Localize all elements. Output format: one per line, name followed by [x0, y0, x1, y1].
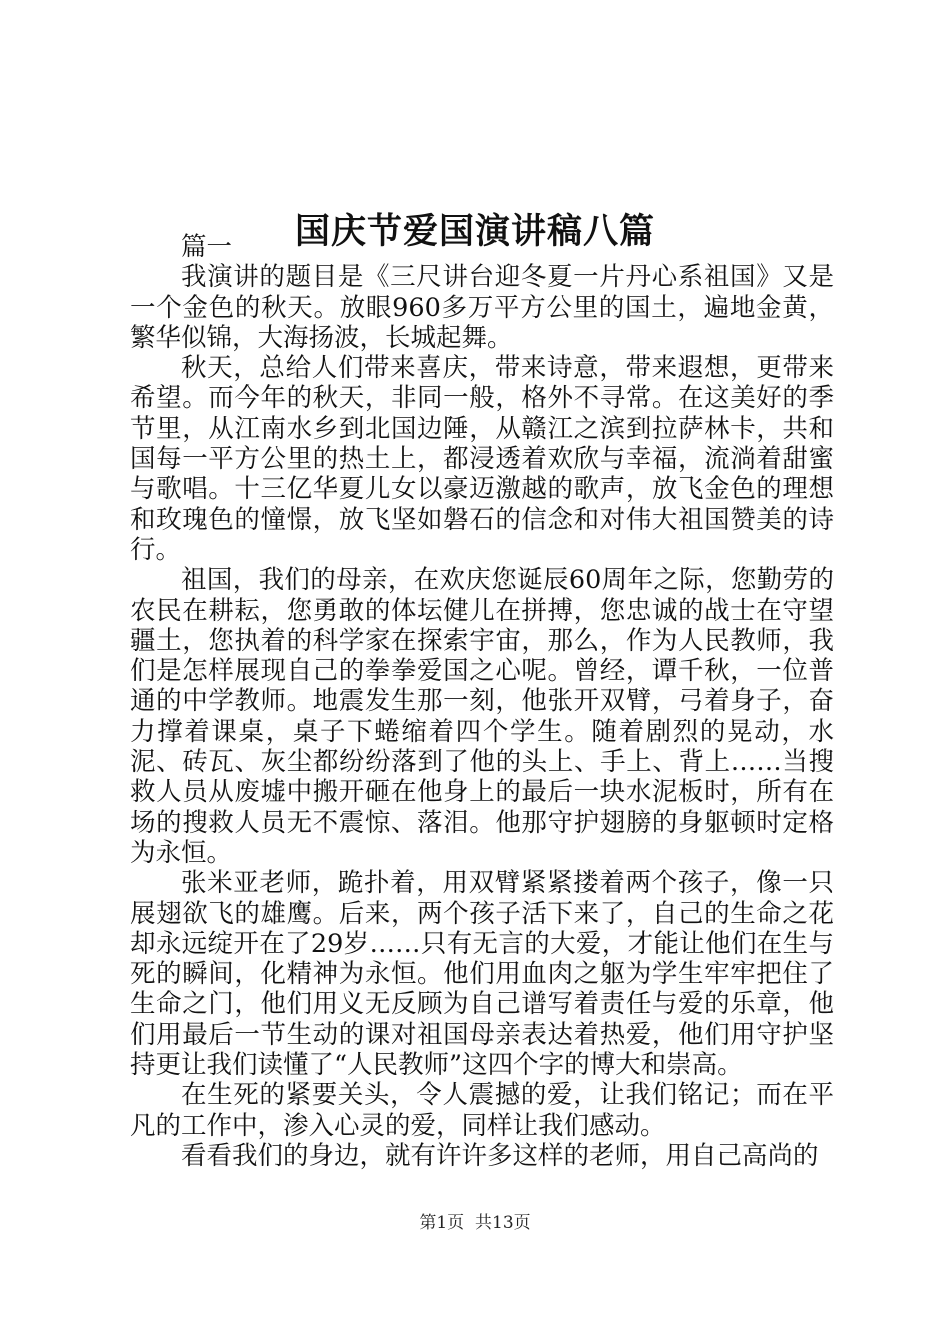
section-heading: 篇一 — [181, 232, 233, 262]
document-body — [130, 232, 834, 1171]
body-paragraph: 看看我们的身边，就有许许多这样的老师，用自己高尚的 — [181, 1140, 819, 1171]
page-footer — [0, 1211, 950, 1235]
body-paragraph: 在生死的紧要关头，令人震撼的爱，让我们铭记；而在平凡的工作中，渗入心灵的爱，同样让我们感动。 — [130, 1080, 834, 1141]
body-paragraph: 我演讲的题目是《三尺讲台迎冬夏一片丹心系祖国》又是一个金色的秋天。放眼960多万平方公里的国土，遍地金黄，繁华似锦，大海扬波，长城起舞。 — [130, 262, 834, 353]
body-paragraph: 秋天，总给人们带来喜庆，带来诗意，带来遐想，更带来希望。而今年的秋天，非同一般，格外不寻常。在这美好的季节里，从江南水乡到北国边陲，从赣江之滨到拉萨林卡，共和国每一平方公里的热土上，都浸透着欢欣与幸福，流淌着甜蜜与歌唱。十三亿华夏儿女以豪迈激越的歌声，放飞金色的理想和玫瑰色的憧憬，放飞坚如磐石的信念和对伟大祖国赞美的诗行。 — [130, 353, 834, 565]
document-title: 国庆节爱国演讲稿八篇 — [294, 211, 655, 253]
body-paragraph: 张米亚老师，跪扑着，用双臂紧紧搂着两个孩子，像一只展翅欲飞的雄鹰。后来，两个孩子活下来了，自己的生命之花却永远绽开在了29岁……只有无言的大爱，才能让他们在生与死的瞬间，化精神为永恒。他们用血肉之躯为学生牢牢把住了生命之门，他们用义无反顾为自己谱写着责任与爱的乐章，他们用最后一节生动的课对祖国母亲表达着热爱，他们用守护坚持更让我们读懂了“人民教师”这四个字的博大和崇高。 — [130, 868, 834, 1081]
page-total: 共13页 — [475, 1213, 531, 1233]
body-paragraph: 祖国，我们的母亲，在欢庆您诞辰60周年之际，您勤劳的农民在耕耘，您勇敢的体坛健儿在拼搏，您忠诚的战士在守望疆土，您执着的科学家在探索宇宙，那么，作为人民教师，我们是怎样展现自己的拳拳爱国之心呢。曾经，谭千秋，一位普通的中学教师。地震发生那一刻，他张开双臂，弓着身子，奋力撑着课桌，桌子下蜷缩着四个学生。随着剧烈的晃动，水泥、砖瓦、灰尘都纷纷落到了他的头上、手上、背上……当搜救人员从废墟中搬开砸在他身上的最后一块水泥板时，所有在场的搜救人员无不震惊、落泪。他那守护翅膀的身躯顿时定格为永恒。 — [130, 565, 834, 868]
page-number: 第1页 — [419, 1213, 465, 1233]
